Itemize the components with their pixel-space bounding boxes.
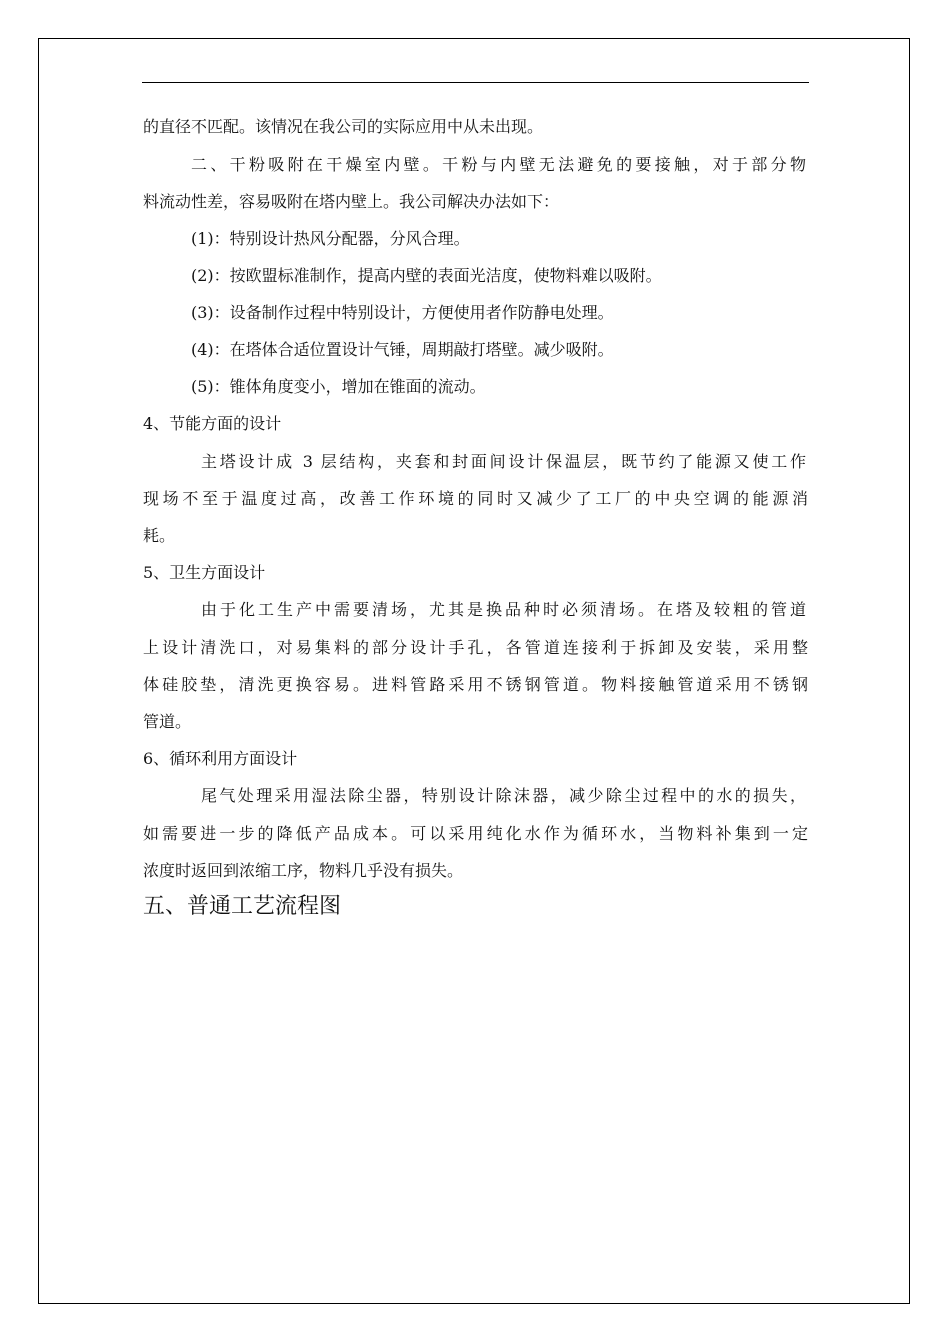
text-line: 体硅胶垫，清洗更换容易。进料管路采用不锈钢管道。物料接触管道采用不锈钢 [143, 675, 808, 694]
text-line: (2)：按欧盟标准制作，提高内壁的表面光洁度，使物料难以吸附。 [191, 266, 662, 285]
section-heading: 五、普通工艺流程图 [143, 894, 342, 919]
text-line: 如需要进一步的降低产品成本。可以采用纯化水作为循环水，当物料补集到一定 [143, 824, 808, 843]
text-line: 上设计清洗口，对易集料的部分设计手孔，各管道连接利于拆卸及安装，采用整 [143, 638, 808, 657]
text-line: (1)：特别设计热风分配器，分风合理。 [191, 229, 470, 248]
text-line: (3)：设备制作过程中特别设计，方便使用者作防静电处理。 [191, 303, 614, 322]
text-line: 主塔设计成 3 层结构，夹套和封面间设计保温层，既节约了能源又使工作 [201, 452, 806, 471]
text-line: 尾气处理采用湿法除尘器，特别设计除沫器，减少除尘过程中的水的损失， [201, 786, 806, 805]
text-line: (4)：在塔体合适位置设计气锤，周期敲打塔壁。减少吸附。 [191, 340, 614, 359]
header-rule [142, 82, 809, 83]
text-line: 由于化工生产中需要清场，尤其是换品种时必须清场。在塔及较粗的管道 [201, 600, 806, 619]
text-line: 的直径不匹配。该情况在我公司的实际应用中从未出现。 [143, 117, 544, 136]
text-line: 现场不至于温度过高，改善工作环境的同时又减少了工厂的中央空调的能源消 [143, 489, 808, 508]
section-title: 6、循环利用方面设计 [143, 749, 298, 768]
text-line: 料流动性差，容易吸附在塔内壁上。我公司解决办法如下： [143, 192, 560, 211]
text-line: 二、干粉吸附在干燥室内壁。干粉与内壁无法避免的要接触，对于部分物 [191, 155, 806, 174]
section-title: 5、卫生方面设计 [143, 563, 266, 582]
text-line: 耗。 [143, 526, 176, 545]
page-frame [38, 38, 910, 1304]
section-title: 4、节能方面的设计 [143, 414, 282, 433]
text-line: 浓度时返回到浓缩工序，物料几乎没有损失。 [143, 861, 464, 880]
text-line: (5)：锥体角度变小，增加在锥面的流动。 [191, 377, 486, 396]
text-line: 管道。 [143, 712, 192, 731]
